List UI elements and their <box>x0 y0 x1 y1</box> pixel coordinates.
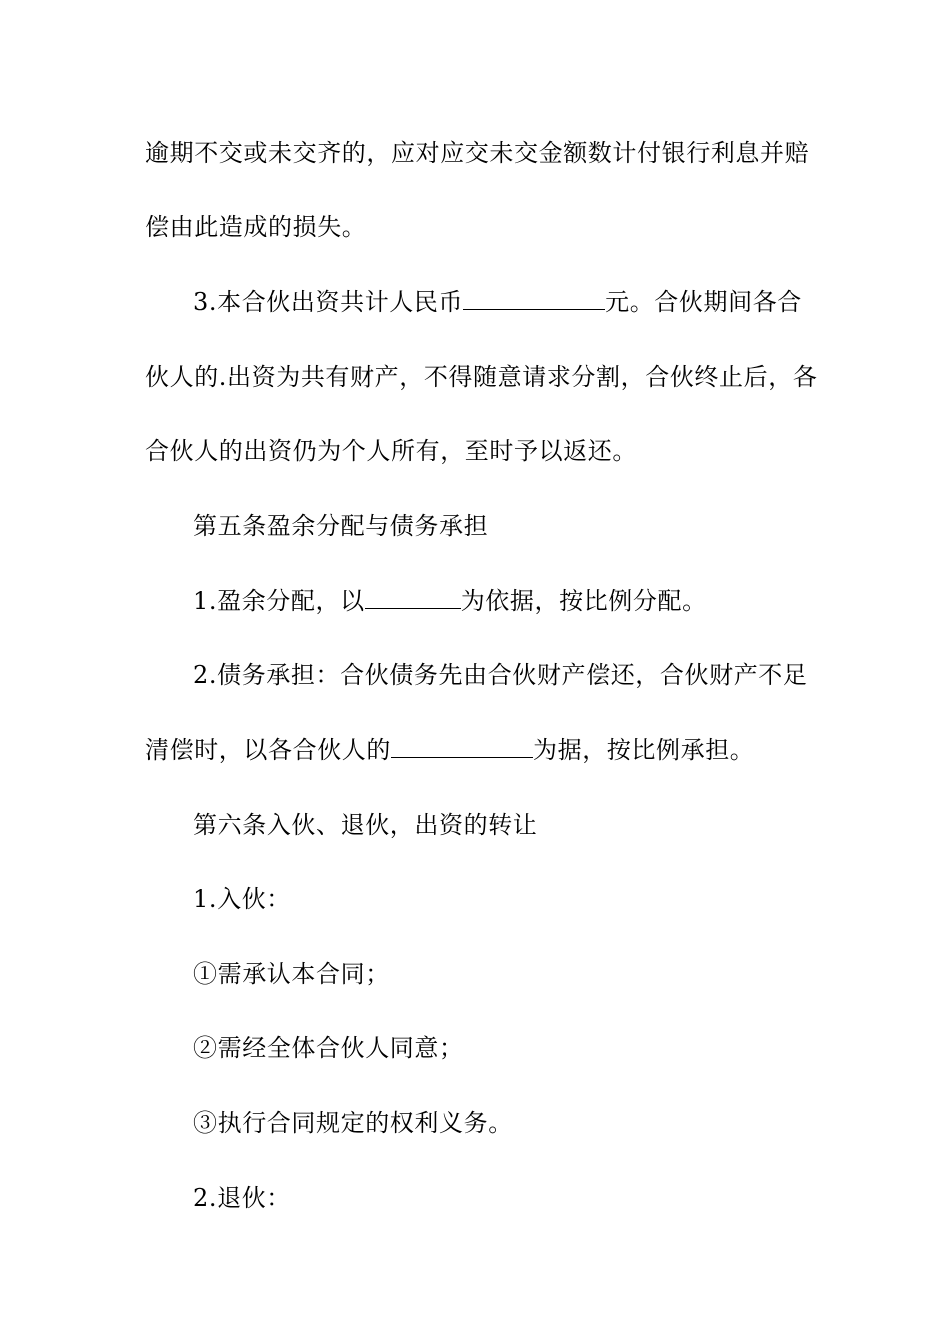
debt-bearing-line <box>145 735 815 765</box>
paragraph-line: 逾期不交或未交齐的，应对应交未交金额数计付银行利息并赔 <box>145 139 810 167</box>
list-heading: 2.退伙： <box>193 1184 291 1212</box>
section-heading: 第六条入伙、退伙，出资的转让 <box>193 811 538 839</box>
list-item: ③执行合同规定的权利义务。 <box>193 1109 513 1137</box>
paragraph-line: 伙人的.出资为共有财产，不得随意请求分割，合伙终止后，各 <box>145 363 818 391</box>
paragraph-line: 合伙人的出资仍为个人所有，至时予以返还。 <box>145 437 637 465</box>
line-text-before: 1.盈余分配，以 <box>193 587 365 615</box>
fill-in-blank <box>463 287 605 310</box>
line-text-before: 清偿时，以各合伙人的 <box>145 736 391 764</box>
line-text-after: 为依据，按比例分配。 <box>460 587 707 615</box>
list-heading: 1.入伙： <box>193 885 291 913</box>
profit-distribution-line <box>193 586 863 616</box>
list-item: ②需经全体合伙人同意； <box>193 1034 464 1062</box>
line-text-before: 3.本合伙出资共计人民币 <box>193 288 464 316</box>
line-text-after: 为据，按比例承担。 <box>533 736 755 764</box>
section-heading: 第五条盈余分配与债务承担 <box>193 512 489 540</box>
paragraph-line: 偿由此造成的损失。 <box>145 213 367 241</box>
line-text-after: 元。合伙期间各合 <box>605 288 802 316</box>
fill-in-blank <box>365 586 461 609</box>
capital-total-line <box>193 287 863 317</box>
paragraph-line: 2.债务承担：合伙债务先由合伙财产偿还，合伙财产不足 <box>193 661 808 689</box>
list-item: ①需承认本合同； <box>193 960 390 988</box>
fill-in-blank <box>391 735 533 758</box>
